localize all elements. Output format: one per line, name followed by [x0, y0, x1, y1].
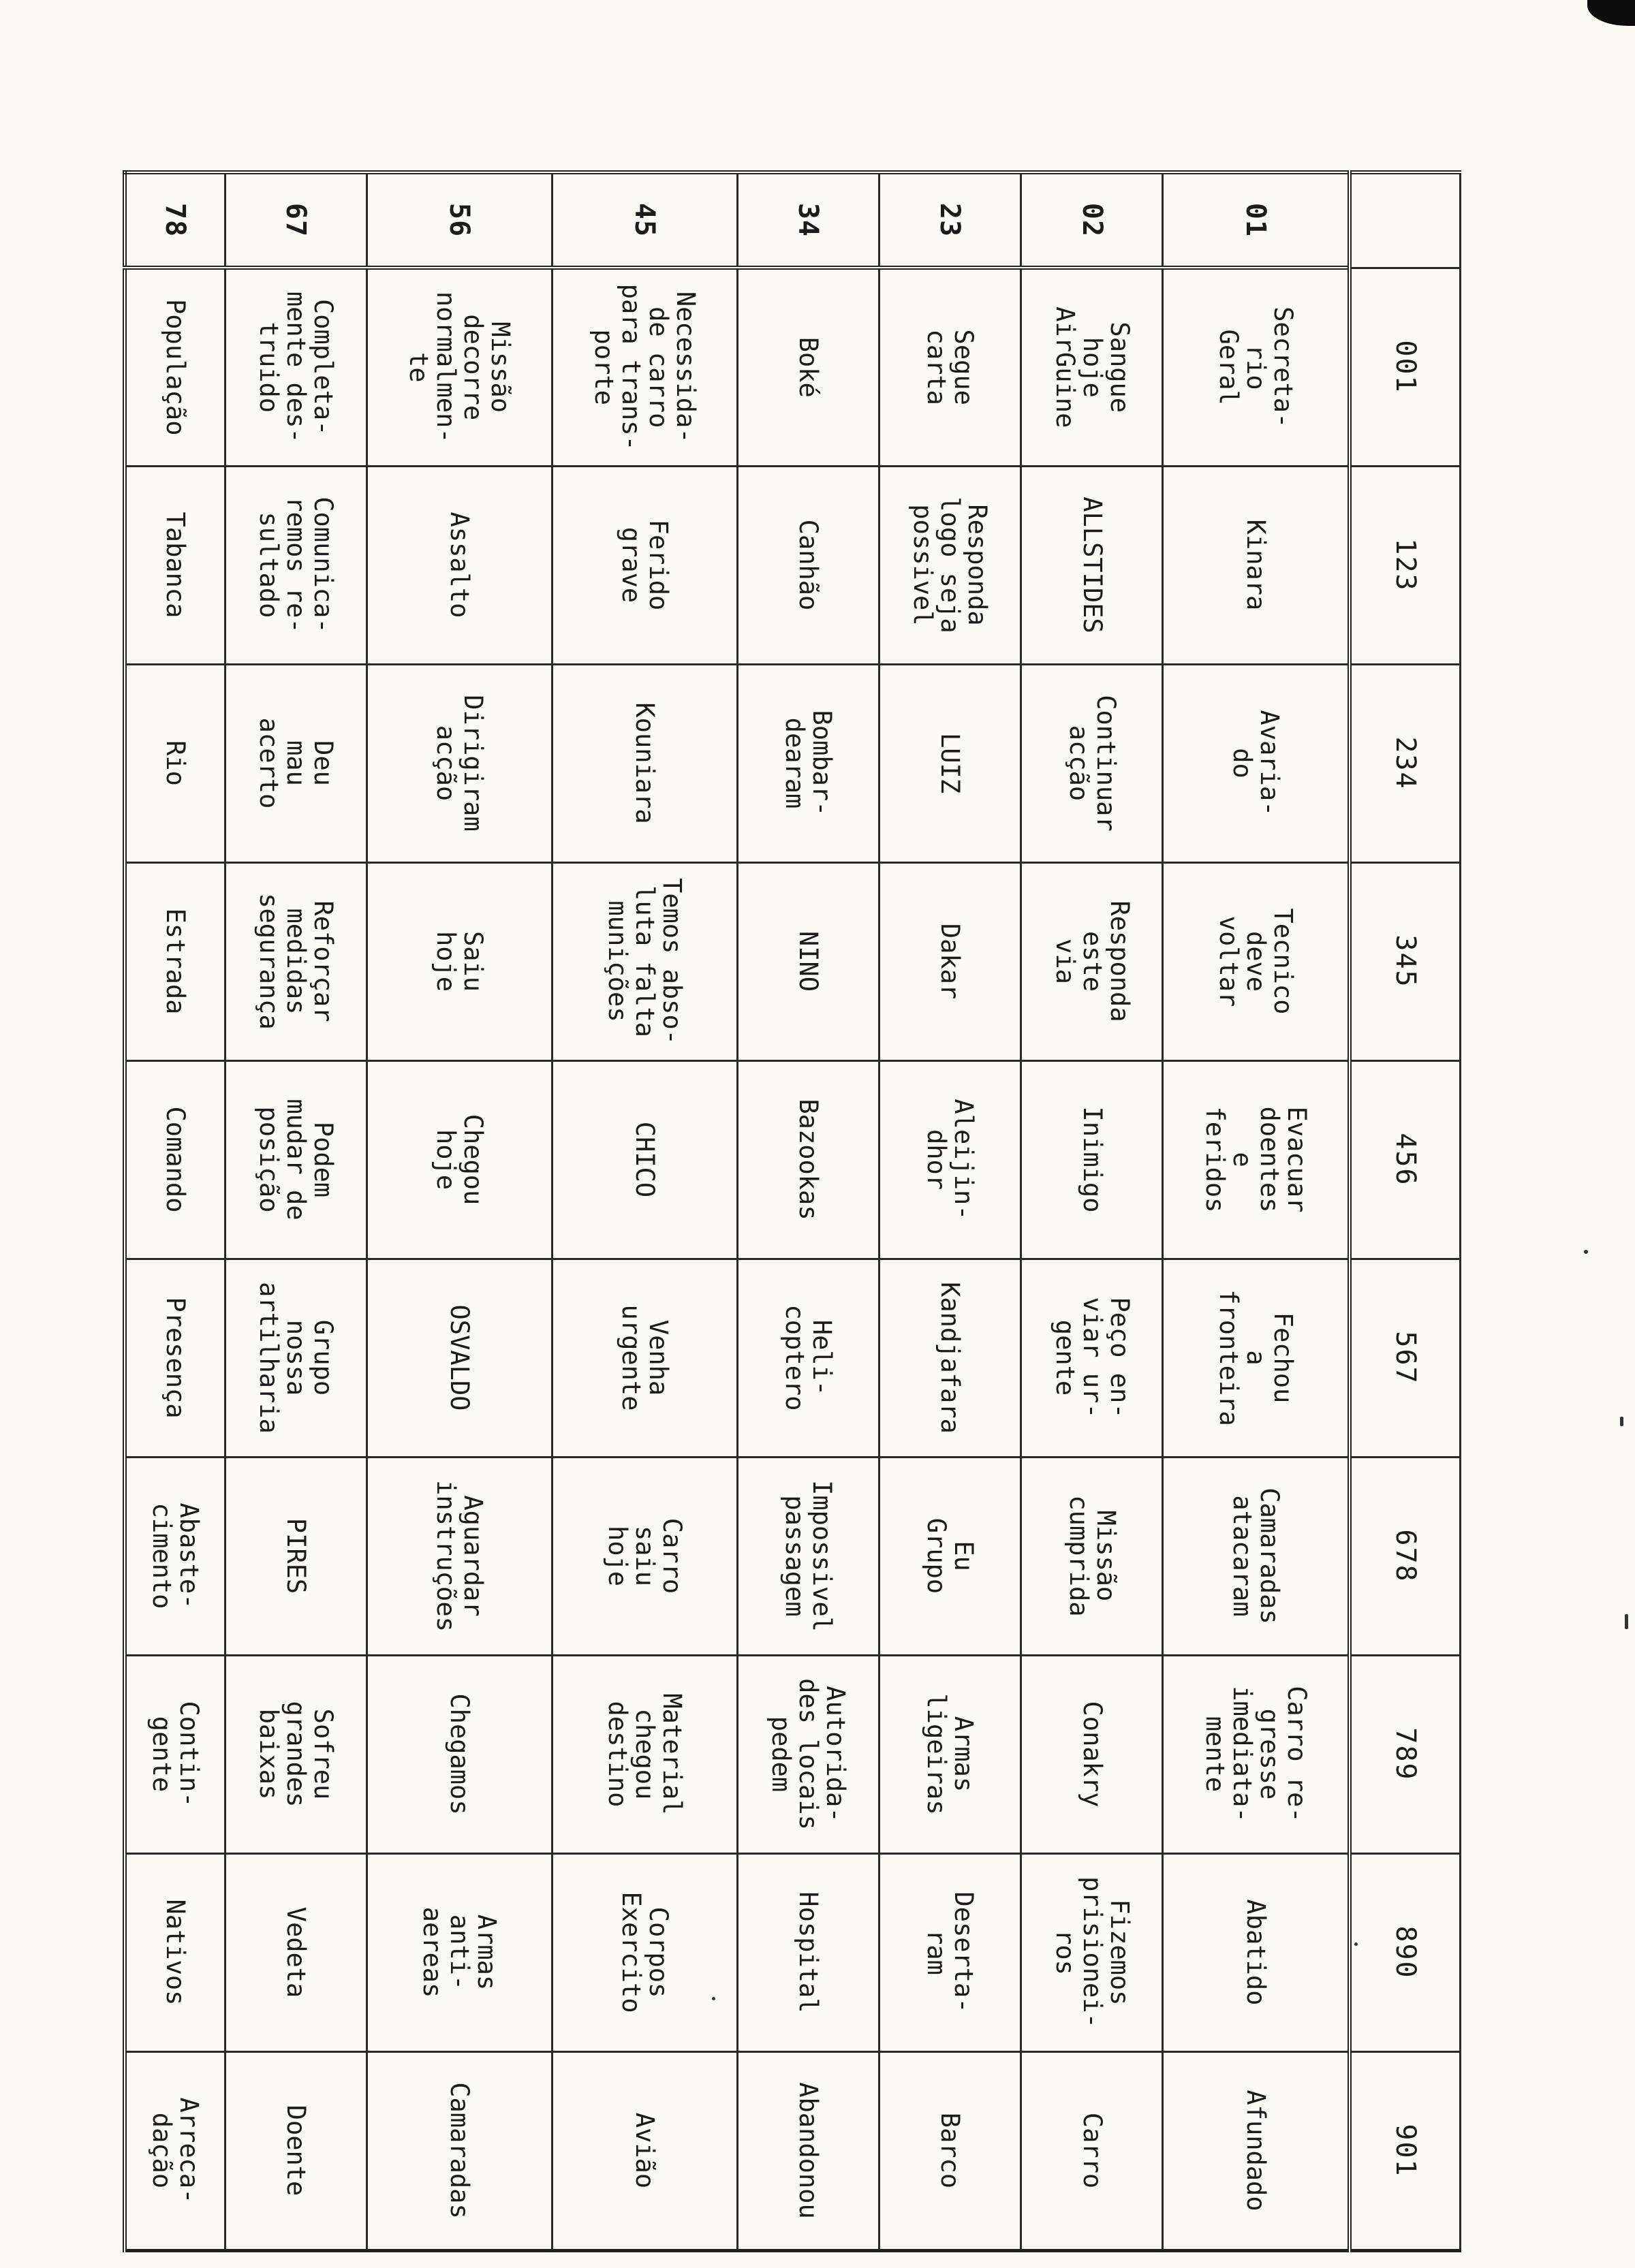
table-cell: Responda este via: [1021, 862, 1163, 1060]
table-row: [552, 172, 737, 2250]
table-row: [367, 172, 552, 2250]
table-cell: Eu Grupo: [879, 1457, 1021, 1655]
table-cell: Podem mudar de posição: [225, 1060, 367, 1259]
table-cell: PIRES: [225, 1457, 367, 1655]
column-header: 456: [1350, 1060, 1461, 1259]
column-header: 234: [1350, 664, 1461, 862]
row-header: 01: [1163, 172, 1350, 268]
table-row: [225, 172, 367, 2250]
row-header: 02: [1021, 172, 1163, 268]
table-cell: Camaradas: [367, 2051, 552, 2250]
table-cell: Conakry: [1021, 1655, 1163, 1853]
table-cell: Grupo nossa artilharia: [225, 1259, 367, 1457]
table-cell: Bazookas: [737, 1060, 879, 1259]
table-cell: Boké: [737, 268, 879, 466]
table-cell: Afundado: [1163, 2051, 1350, 2250]
table-cell: Doente: [225, 2051, 367, 2250]
table-cell: Estrada: [125, 862, 225, 1060]
table-cell: Inimigo: [1021, 1060, 1163, 1259]
table-cell: Deu mau acerto: [225, 664, 367, 862]
table-cell: Heli- coptero: [737, 1259, 879, 1457]
table-cell: Carro re- gresse imediata- mente: [1163, 1655, 1350, 1853]
table-cell: Peço en- viar ur- gente: [1021, 1259, 1163, 1457]
column-header: 890: [1350, 1853, 1461, 2051]
table-cell: Assalto: [367, 466, 552, 664]
table-cell: Dirigiram acção: [367, 664, 552, 862]
table-cell: CHICO: [552, 1060, 737, 1259]
code-table: [123, 170, 1461, 2252]
table-cell: Continuar acção: [1021, 664, 1163, 862]
table-cell: Fizemos prisionei- ros: [1021, 1853, 1163, 2051]
table-cell: Carro: [1021, 2051, 1163, 2250]
table-cell: Avião: [552, 2051, 737, 2250]
table-cell: Autorida- des locais pedem: [737, 1655, 879, 1853]
table-cell: Carro saiu hoje: [552, 1457, 737, 1655]
table-cell: Sangue hoje AirGuine: [1021, 268, 1163, 466]
row-header: 45: [552, 172, 737, 268]
table-cell: Aleijin- dhor: [879, 1060, 1021, 1259]
table-cell: Vedeta: [225, 1853, 367, 2051]
header-row: [1350, 172, 1461, 2250]
table-cell: Temos abso- luta falta munições: [552, 862, 737, 1060]
table-cell: Impossivel passagem: [737, 1457, 879, 1655]
table-cell: Necessida- de carro para trans- porte: [552, 268, 737, 466]
table-cell: Abaste- cimento: [125, 1457, 225, 1655]
table-cell: Reforçar medidas segurança: [225, 862, 367, 1060]
ink-blot: [1587, 0, 1635, 26]
column-header: 678: [1350, 1457, 1461, 1655]
table-cell: Rio: [125, 664, 225, 862]
speck: [1625, 1614, 1628, 1629]
table-cell: Fechou a fronteira: [1163, 1259, 1350, 1457]
table-cell: Kinara: [1163, 466, 1350, 664]
speck: [1584, 1250, 1588, 1254]
row-header: 56: [367, 172, 552, 268]
table-cell: Aguardar instruções: [367, 1457, 552, 1655]
table-cell: Kandjafara: [879, 1259, 1021, 1457]
table-cell: Abatido: [1163, 1853, 1350, 2051]
table-cell: Deserta- ram: [879, 1853, 1021, 2051]
table-cell: Completa- mente des- truido: [225, 268, 367, 466]
table-cell: Segue carta: [879, 268, 1021, 466]
column-header: 567: [1350, 1259, 1461, 1457]
rotated-table-wrapper: [123, 170, 1461, 2248]
table-cell: Comando: [125, 1060, 225, 1259]
row-header: 78: [125, 172, 225, 268]
table-cell: Secreta- rio Geral: [1163, 268, 1350, 466]
table-cell: Missão cumprida: [1021, 1457, 1163, 1655]
table-cell: Sofreu grandes baixas: [225, 1655, 367, 1853]
table-cell: Armas ligeiras: [879, 1655, 1021, 1853]
speck: [1620, 1417, 1623, 1426]
table-cell: Tabanca: [125, 466, 225, 664]
table-cell: População: [125, 268, 225, 466]
table-cell: LUIZ: [879, 664, 1021, 862]
table-row: [737, 172, 879, 2250]
table-cell: Bombar- dearam: [737, 664, 879, 862]
table-cell: Chegamos: [367, 1655, 552, 1853]
table-cell: Responda logo seja possivel: [879, 466, 1021, 664]
table-cell: Armas anti- aereas: [367, 1853, 552, 2051]
table-cell: Nativos: [125, 1853, 225, 2051]
table-cell: Chegou hoje: [367, 1060, 552, 1259]
table-cell: Ferido grave: [552, 466, 737, 664]
table-row: [1021, 172, 1163, 2250]
table-cell: OSVALDO: [367, 1259, 552, 1457]
table-cell: Dakar: [879, 862, 1021, 1060]
column-header: 345: [1350, 862, 1461, 1060]
table-cell: Avaria- do: [1163, 664, 1350, 862]
row-header: 67: [225, 172, 367, 268]
table-row: [1163, 172, 1350, 2250]
row-header: 23: [879, 172, 1021, 268]
table-cell: Hospital: [737, 1853, 879, 2051]
column-header: 789: [1350, 1655, 1461, 1853]
table-row: [125, 172, 225, 2250]
row-header: 34: [737, 172, 879, 268]
table-row: [879, 172, 1021, 2250]
table-cell: Material chegou destino: [552, 1655, 737, 1853]
table-cell: Comunica- remos re- sultado: [225, 466, 367, 664]
column-header: 901: [1350, 2051, 1461, 2250]
table-cell: Saiu hoje: [367, 862, 552, 1060]
table-cell: Missão decorre normalmen- te: [367, 268, 552, 466]
table-cell: NINO: [737, 862, 879, 1060]
table-cell: Barco: [879, 2051, 1021, 2250]
table-cell: Tecnico deve voltar: [1163, 862, 1350, 1060]
column-header: 123: [1350, 466, 1461, 664]
table-cell: Canhão: [737, 466, 879, 664]
table-cell: Camaradas atacaram: [1163, 1457, 1350, 1655]
table-cell: ALLSTIDES: [1021, 466, 1163, 664]
table-cell: Kouniara: [552, 664, 737, 862]
table-cell: Abandonou: [737, 2051, 879, 2250]
table-cell: Evacuar doentes e feridos: [1163, 1060, 1350, 1259]
table-cell: Arreca- dação: [125, 2051, 225, 2250]
table-cell: Venha urgente: [552, 1259, 737, 1457]
table-cell: Contin- gente: [125, 1655, 225, 1853]
table-cell: Presença: [125, 1259, 225, 1457]
corner-cell: [1350, 172, 1461, 268]
column-header: 001: [1350, 268, 1461, 466]
table-cell: Corpos Exercito: [552, 1853, 737, 2051]
